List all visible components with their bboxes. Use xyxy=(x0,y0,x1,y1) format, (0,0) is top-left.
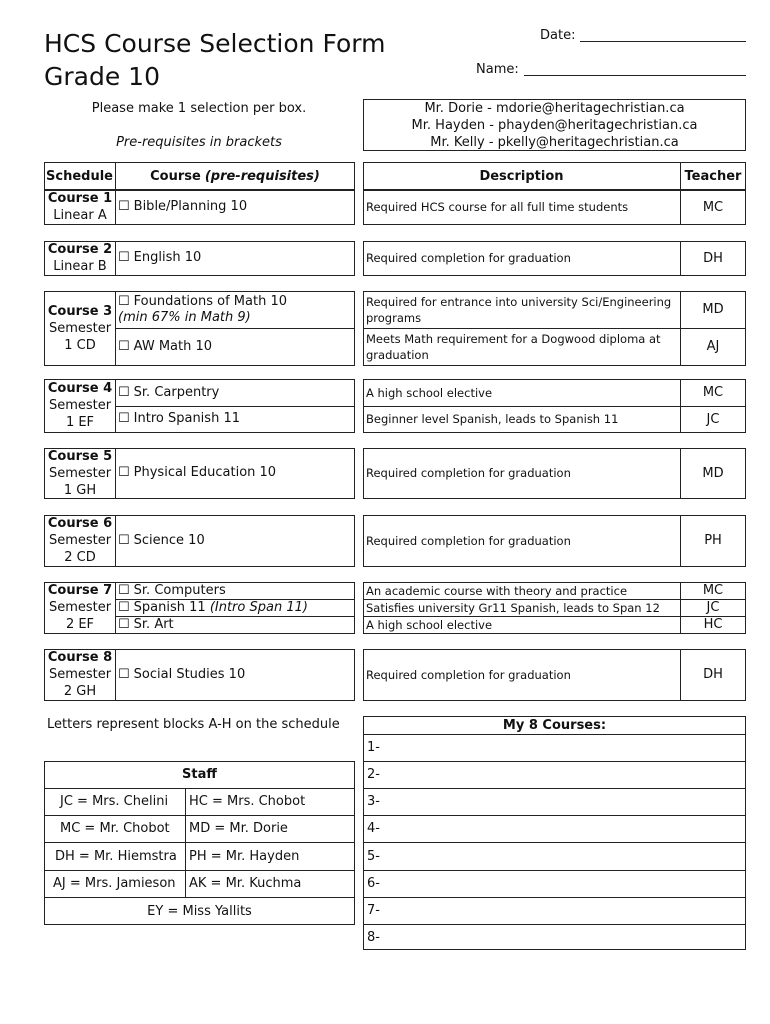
staff-ak: AK = Mr. Kuchma xyxy=(189,876,302,891)
course-description: An academic course with theory and practice xyxy=(366,583,628,598)
course-option[interactable] xyxy=(118,582,355,599)
header-schedule: Schedule xyxy=(46,168,113,184)
course-number: Course 2 xyxy=(47,242,113,257)
schedule-type: Semester xyxy=(48,533,112,548)
teacher-code: MC xyxy=(702,583,724,598)
checkbox-icon[interactable]: ☐ xyxy=(118,293,130,309)
course-number: Course 3 xyxy=(47,303,113,319)
contact-hayden: Mr. Hayden - phayden@heritagechristian.ca xyxy=(411,118,698,133)
course-option[interactable] xyxy=(118,379,355,406)
schedule-cell xyxy=(45,515,115,566)
contact-dorie: Mr. Dorie - mdorie@heritagechristian.ca xyxy=(424,101,685,116)
staff-ph: PH = Mr. Hayden xyxy=(189,848,300,864)
instruction-prereq: Pre-requisites in brackets xyxy=(116,135,282,150)
teacher-code: DH xyxy=(703,250,723,266)
header-teacher: Teacher xyxy=(684,168,742,184)
course-name: Physical Education 10 xyxy=(133,465,277,480)
schedule-type: Linear B xyxy=(53,259,107,274)
schedule-block: 2 GH xyxy=(63,684,97,699)
checkbox-icon[interactable]: ☐ xyxy=(118,582,130,598)
checkbox-icon[interactable]: ☐ xyxy=(118,599,130,615)
header-description: Description xyxy=(479,168,564,184)
course-name: Sr. Computers xyxy=(133,582,226,598)
teacher-code: MD xyxy=(702,302,724,317)
schedule-type: Semester xyxy=(48,398,112,413)
checkbox-icon[interactable]: ☐ xyxy=(118,666,130,682)
course-description: Required for entrance into university Sci/Engineering programs xyxy=(366,294,672,325)
date-label: Date: xyxy=(540,28,576,43)
contacts-box xyxy=(363,99,746,151)
course-name: Science 10 xyxy=(133,532,205,548)
my-courses-title: My 8 Courses: xyxy=(502,717,607,733)
my-course-slot-8[interactable]: 8- xyxy=(367,929,380,945)
teacher-code: JC xyxy=(706,411,720,427)
schedule-cell xyxy=(45,582,115,633)
schedule-cell xyxy=(45,649,115,700)
checkbox-icon[interactable]: ☐ xyxy=(118,411,130,426)
contact-kelly: Mr. Kelly - pkelly@heritagechristian.ca xyxy=(430,135,679,150)
staff-mc: MC = Mr. Chobot xyxy=(60,821,170,836)
course-option[interactable] xyxy=(118,649,355,700)
course-name: Intro Spanish 11 xyxy=(133,411,240,426)
schedule-block: 1 GH xyxy=(63,482,97,498)
course-description: Required HCS course for all full time students xyxy=(366,200,629,214)
name-field[interactable] xyxy=(524,75,746,76)
course-name: AW Math 10 xyxy=(133,338,213,354)
course-number: Course 1 xyxy=(47,191,113,206)
my-course-slot-1[interactable]: 1- xyxy=(367,740,380,755)
course-prereq: (Intro Span 11) xyxy=(209,599,308,615)
course-description: Beginner level Spanish, leads to Spanish 11 xyxy=(366,412,619,426)
my-course-slot-5[interactable]: 5- xyxy=(367,848,380,864)
course-number: Course 6 xyxy=(47,516,113,531)
course-name: Foundations of Math 10 xyxy=(133,293,287,309)
course-number: Course 7 xyxy=(47,583,113,598)
course-prereq: (min 67% in Math 9) xyxy=(118,309,251,325)
course-name: Spanish 11 xyxy=(133,599,206,615)
staff-dh: DH = Mr. Hiemstra xyxy=(55,848,177,864)
checkbox-icon[interactable]: ☐ xyxy=(118,465,130,480)
checkbox-icon[interactable]: ☐ xyxy=(118,616,130,632)
my-course-slot-6[interactable]: 6- xyxy=(367,876,380,891)
schedule-cell xyxy=(45,448,115,499)
staff-aj: AJ = Mrs. Jamieson xyxy=(53,876,176,891)
checkbox-icon[interactable]: ☐ xyxy=(118,384,130,400)
schedule-cell xyxy=(45,190,115,224)
course-name: English 10 xyxy=(133,250,202,265)
teacher-code: AJ xyxy=(706,339,720,354)
schedule-cell xyxy=(45,241,115,275)
teacher-code: JC xyxy=(706,600,720,615)
blocks-note: Letters represent blocks A-H on the schedule xyxy=(47,717,340,732)
course-option[interactable] xyxy=(118,448,355,498)
schedule-type: Semester xyxy=(48,465,112,481)
course-option[interactable] xyxy=(118,515,355,566)
form-subtitle: Grade 10 xyxy=(44,62,160,91)
course-description: Satisfies university Gr11 Spanish, leads to Span 12 xyxy=(366,600,660,615)
course-description: Required completion for graduation xyxy=(366,466,571,480)
course-number: Course 8 xyxy=(47,650,113,665)
course-option[interactable] xyxy=(118,599,355,616)
my-course-slot-4[interactable]: 4- xyxy=(367,821,380,836)
teacher-code: HC xyxy=(703,617,723,632)
name-label: Name: xyxy=(476,62,519,77)
course-description: Meets Math requirement for a Dogwood diploma at graduation xyxy=(366,331,661,362)
teacher-code: DH xyxy=(703,667,723,682)
checkbox-icon[interactable]: ☐ xyxy=(118,532,130,548)
schedule-cell xyxy=(45,380,115,431)
staff-jc: JC = Mrs. Chelini xyxy=(60,794,169,809)
staff-title: Staff xyxy=(182,767,217,782)
checkbox-icon[interactable]: ☐ xyxy=(118,338,130,354)
teacher-code: MD xyxy=(702,465,724,481)
schedule-block: 1 CD xyxy=(64,337,96,353)
course-description: Required completion for graduation xyxy=(366,533,571,548)
schedule-type: Semester xyxy=(48,667,112,682)
schedule-block: 2 CD xyxy=(64,550,96,565)
form-title: HCS Course Selection Form xyxy=(44,29,386,58)
course-number: Course 5 xyxy=(47,448,113,464)
instruction-selection: Please make 1 selection per box. xyxy=(91,101,307,116)
course-name: Sr. Carpentry xyxy=(133,384,220,400)
checkbox-icon[interactable]: ☐ xyxy=(118,250,130,265)
course-number: Course 4 xyxy=(47,381,113,396)
course-description: Required completion for graduation xyxy=(366,251,571,265)
course-option[interactable] xyxy=(118,241,355,275)
teacher-code: MC xyxy=(702,199,724,215)
course-name: Social Studies 10 xyxy=(133,666,246,682)
teacher-code: MC xyxy=(702,385,724,400)
course-name: Sr. Art xyxy=(133,616,174,632)
staff-ey: EY = Miss Yallits xyxy=(147,903,252,919)
teacher-code: PH xyxy=(704,533,722,548)
course-option[interactable] xyxy=(118,291,355,328)
my-course-slot-2[interactable]: 2- xyxy=(367,767,380,782)
my-course-slot-3[interactable]: 3- xyxy=(367,794,380,809)
course-option[interactable] xyxy=(118,328,355,365)
date-field[interactable] xyxy=(580,41,746,42)
course-description: A high school elective xyxy=(366,617,493,632)
schedule-block: 1 EF xyxy=(65,415,95,430)
schedule-cell xyxy=(45,303,115,354)
course-description: Required completion for graduation xyxy=(366,667,571,682)
schedule-type: Linear A xyxy=(53,208,107,223)
staff-hc: HC = Mrs. Chobot xyxy=(189,794,306,809)
schedule-type: Semester xyxy=(48,600,112,615)
course-description: A high school elective xyxy=(366,385,493,400)
course-option[interactable] xyxy=(118,616,355,633)
my-course-slot-7[interactable]: 7- xyxy=(367,903,380,918)
course-option[interactable] xyxy=(118,190,355,224)
staff-md: MD = Mr. Dorie xyxy=(189,821,288,836)
schedule-type: Semester xyxy=(48,320,112,336)
schedule-block: 2 EF xyxy=(65,617,95,632)
header-course: Course (pre-requisites) xyxy=(150,168,320,184)
course-name: Bible/Planning 10 xyxy=(133,199,248,214)
course-option[interactable] xyxy=(118,406,355,432)
checkbox-icon[interactable]: ☐ xyxy=(118,199,130,214)
